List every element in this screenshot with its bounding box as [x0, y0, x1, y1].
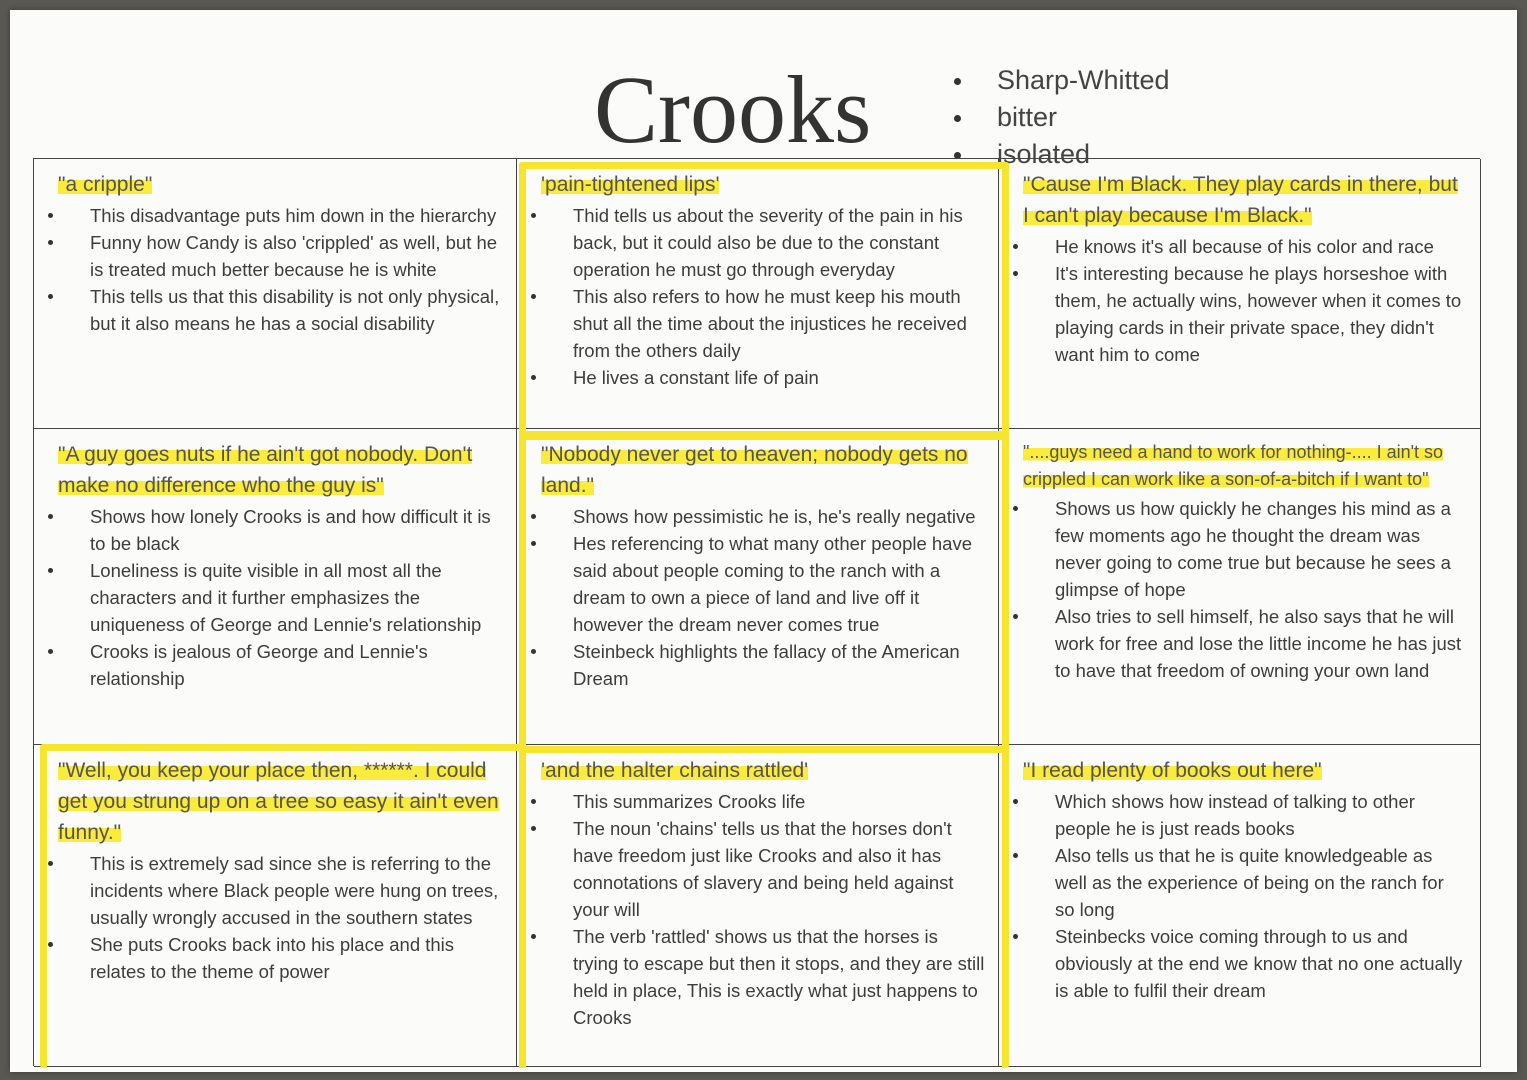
- analysis-cell-7: [34, 745, 517, 1067]
- cell-points: [48, 503, 504, 692]
- cell-points: [1013, 495, 1468, 684]
- cell-point: Hes referencing to what many other people have said about people coming to the ranch with a dream to own a piece of land and live off it however the dream never comes true: [531, 530, 986, 638]
- cell-points: [531, 503, 986, 692]
- cell-point: This tells us that this disability is not only physical, but it also means he has a social disability: [48, 283, 504, 337]
- cell-point: This also refers to how he must keep his mouth shut all the time about the injustices he received from the others daily: [531, 283, 986, 364]
- cell-points: [531, 788, 986, 1031]
- cell-points: [1013, 233, 1468, 368]
- cell-point: Steinbecks voice coming through to us and obviously at the end we know that no one actually is able to fulfil their dream: [1013, 923, 1468, 1004]
- cell-point: Thid tells us about the severity of the pain in his back, but it could also be due to the constant operation he must go through everyday: [531, 202, 986, 283]
- cell-point: Shows how pessimistic he is, he's really negative: [531, 503, 986, 530]
- cell-point: He lives a constant life of pain: [531, 364, 986, 391]
- analysis-cell-5: [517, 429, 999, 745]
- cell-points: [48, 202, 504, 337]
- cell-point: The noun 'chains' tells us that the horses don't have freedom just like Crooks and also it has connotations of slavery and being held against your will: [531, 815, 986, 923]
- analysis-cell-9: [999, 745, 1481, 1067]
- analysis-cell-6: [999, 429, 1481, 745]
- cell-quote: 'pain-tightened lips': [541, 173, 720, 196]
- analysis-cell-3: [999, 159, 1481, 429]
- cell-point: Loneliness is quite visible in all most all the characters and it further emphasizes the uniqueness of George and Lennie's relationship: [48, 557, 504, 638]
- cell-points: [48, 850, 504, 985]
- cell-point: Also tells us that he is quite knowledgeable as well as the experience of being on the ranch for so long: [1013, 842, 1468, 923]
- cell-quote: "I read plenty of books out here": [1023, 759, 1322, 782]
- trait-list: [950, 62, 1170, 173]
- cell-point: The verb 'rattled' shows us that the horses is trying to escape but then it stops, and they are still held in place, This is exactly what just happens to Crooks: [531, 923, 986, 1031]
- cell-point: This is extremely sad since she is referring to the incidents where Black people were hung on trees, usually wrongly accused in the southern states: [48, 850, 504, 931]
- cell-point: Shows how lonely Crooks is and how difficult it is to be black: [48, 503, 504, 557]
- cell-point: He knows it's all because of his color and race: [1013, 233, 1468, 260]
- trait-item: bitter: [950, 99, 1170, 136]
- analysis-cell-4: [34, 429, 517, 745]
- cell-point: This disadvantage puts him down in the hierarchy: [48, 202, 504, 229]
- trait-item: isolated: [950, 136, 1170, 173]
- cell-quote: "A guy goes nuts if he ain't got nobody. Don't make no difference who the guy is": [58, 443, 473, 497]
- cell-points: [531, 202, 986, 391]
- cell-point: It's interesting because he plays horseshoe with them, he actually wins, however when it comes to playing cards in their private space, they didn't want him to come: [1013, 260, 1468, 368]
- cell-quote: "Nobody never get to heaven; nobody gets no land.": [541, 443, 968, 497]
- cell-point: Also tries to sell himself, he also says that he will work for free and lose the little income he has just to have that freedom of owning your own land: [1013, 603, 1468, 684]
- cell-point: Steinbeck highlights the fallacy of the American Dream: [531, 638, 986, 692]
- page-title: Crooks: [594, 56, 872, 163]
- cell-quote: "Cause I'm Black. They play cards in there, but I can't play because I'm Black.": [1023, 173, 1458, 227]
- trait-item: Sharp-Whitted: [950, 62, 1170, 99]
- analysis-cell-1: [34, 159, 517, 429]
- cell-point: This summarizes Crooks life: [531, 788, 986, 815]
- cell-quote: 'and the halter chains rattled': [541, 759, 809, 782]
- analysis-grid: [33, 158, 1480, 1066]
- cell-point: Crooks is jealous of George and Lennie's relationship: [48, 638, 504, 692]
- analysis-cell-2: [517, 159, 999, 429]
- cell-quote: "a cripple": [58, 173, 153, 196]
- cell-quote: "....guys need a hand to work for nothing-.... I ain't so crippled I can work like a son-of-a-bitch if I want to": [1023, 442, 1444, 489]
- cell-point: She puts Crooks back into his place and this relates to the theme of power: [48, 931, 504, 985]
- cell-point: Which shows how instead of talking to other people he is just reads books: [1013, 788, 1468, 842]
- analysis-cell-8: [517, 745, 999, 1067]
- cell-points: [1013, 788, 1468, 1004]
- cell-point: Shows us how quickly he changes his mind as a few moments ago he thought the dream was never going to come true but because he sees a glimpse of hope: [1013, 495, 1468, 603]
- cell-quote: "Well, you keep your place then, ******. I could get you strung up on a tree so easy it ain't even funny.": [58, 759, 499, 844]
- cell-point: Funny how Candy is also 'crippled' as well, but he is treated much better because he is white: [48, 229, 504, 283]
